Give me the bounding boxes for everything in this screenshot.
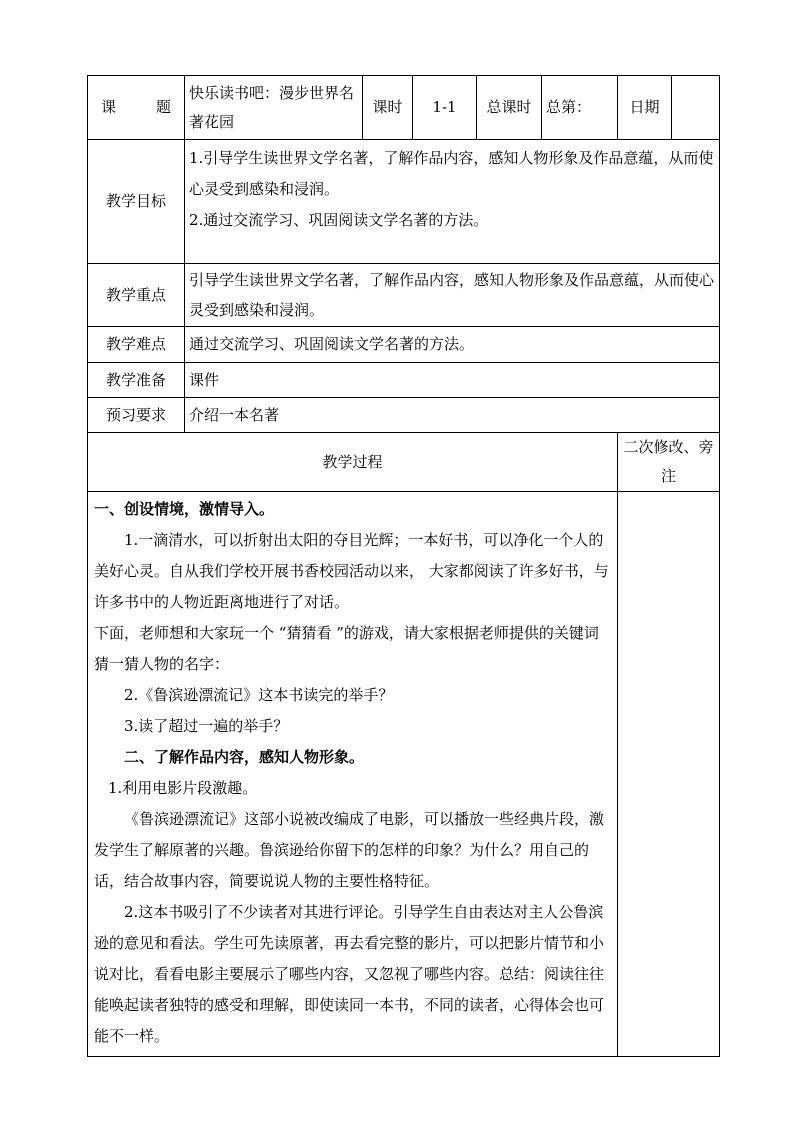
header-row (88, 76, 720, 140)
topic-value: 快乐读书吧：漫步世界名著花园 (185, 76, 363, 140)
goals-content (185, 140, 720, 264)
preview-label: 预习要求 (88, 398, 185, 433)
process-paragraph: 3.读了超过一遍的举手？ (124, 717, 289, 735)
section-heading: 一、创设情境，激情导入。 (94, 500, 275, 518)
difficulty-content: 通过交流学习、巩固阅读文学名著的方法。 (185, 327, 720, 363)
process-paragraph: 《鲁滨逊漂流记》这部小说被改编成了电影，可以播放一些经典片段，激发学生了解原著的兴趣。鲁滨逊给你留下的怎样的印象？为什么？用自己的话，结合故事内容，简要说说人物的主要性格特征。 (94, 810, 605, 890)
process-content (88, 492, 618, 1057)
date-label: 日期 (618, 76, 672, 140)
goals-row (88, 140, 720, 264)
process-paragraph: 下面，老师想和大家玩一个 “猜猜看 ”的游戏，请大家根据老师提供的关键词猜一猜人物的名字： (94, 624, 599, 673)
process-paragraph: 1.利用电影片段激趣。 (108, 779, 258, 797)
date-value (672, 76, 720, 140)
period-label: 课时 (363, 76, 413, 140)
process-paragraph: 1.一滴清水，可以折射出太阳的夺目光辉；一本好书，可以净化一个人的美好心灵。自从我们学校开展书香校园活动以来， 大家都阅读了许多好书，与许多书中的人物近距离地进行了对话。 (94, 531, 609, 611)
process-paragraph: 2.这本书吸引了不少读者对其进行评论。引导学生自由表达对主人公鲁滨逊的意见和看法。学生可先读原著，再去看完整的影片，可以把影片情节和小说对比，看看电影主要展示了哪些内容，又忽视了哪些内容。总结：阅读往往能唤起读者独特的感受和理解，即使读同一本书，不同的读者，心得体会也可能不一样。 (94, 903, 605, 1045)
goals-label: 教学目标 (88, 140, 185, 264)
process-paragraph: 2.《鲁滨逊漂流记》这本书读完的举手？ (124, 686, 394, 704)
total-periods-label: 总课时 (477, 76, 542, 140)
process-header-row (88, 433, 720, 492)
focus-label: 教学重点 (88, 264, 185, 327)
process-label: 教学过程 (88, 433, 618, 492)
difficulty-row (88, 327, 720, 363)
preparation-content: 课件 (185, 363, 720, 398)
topic-label: 课 题 (88, 76, 185, 140)
goal-item: 1.引导学生读世界文学名著，了解作品内容，感知人物形象及作品意蕴，从而使心灵受到感染和浸润。 (189, 149, 714, 198)
preparation-label: 教学准备 (88, 363, 185, 398)
focus-row (88, 264, 720, 327)
preview-content: 介绍一本名著 (185, 398, 720, 433)
preparation-row (88, 363, 720, 398)
preview-row (88, 398, 720, 433)
period-value: 1-1 (413, 76, 477, 140)
lesson-plan-table (87, 75, 720, 1057)
difficulty-label: 教学难点 (88, 327, 185, 363)
goal-item: 2.通过交流学习、巩固阅读文学名著的方法。 (189, 211, 489, 229)
process-row (88, 492, 720, 1057)
focus-content: 引导学生读世界文学名著，了解作品内容，感知人物形象及作品意蕴，从而使心灵受到感染和浸润。 (185, 264, 720, 327)
notes-label: 二次修改、旁注 (618, 433, 720, 492)
total-no-label: 总第： (542, 76, 618, 140)
notes-content (618, 492, 720, 1057)
section-heading: 二、了解作品内容，感知人物形象。 (124, 748, 365, 766)
